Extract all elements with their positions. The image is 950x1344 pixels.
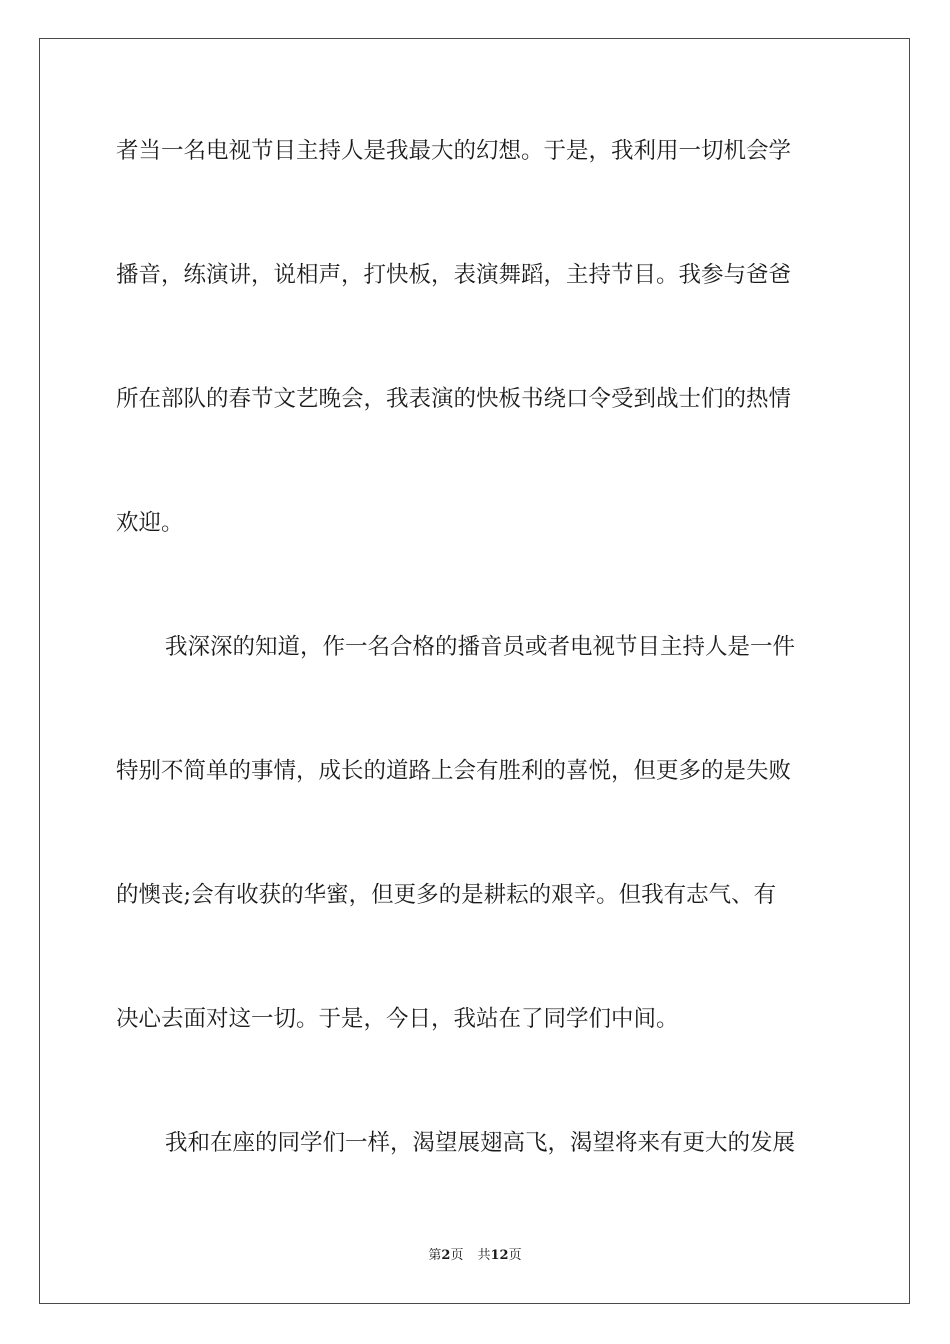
page-frame: [39, 38, 910, 1304]
total-pages-label: 共12页: [477, 1248, 522, 1263]
paragraph-line: 决心去面对这一切。于是，今日，我站在了同学们中间。: [116, 1006, 679, 1032]
paragraph-line: 我和在座的同学们一样，渴望展翅高飞，渴望将来有更大的发展: [165, 1130, 796, 1156]
page-label: 第2页: [428, 1248, 464, 1263]
page-footer: [0, 1247, 950, 1265]
paragraph-line: 播音，练演讲，说相声，打快板，表演舞蹈，主持节目。我参与爸爸: [116, 262, 792, 288]
paragraph-line: 的懊丧;会有收获的华蜜，但更多的是耕耘的艰辛。但我有志气、有: [116, 882, 777, 908]
paragraph-line: 者当一名电视节目主持人是我最大的幻想。于是，我利用一切机会学: [116, 138, 792, 164]
paragraph-line: 我深深的知道，作一名合格的播音员或者电视节目主持人是一件: [165, 634, 796, 660]
paragraph-line: 特别不简单的事情，成长的道路上会有胜利的喜悦，但更多的是失败: [116, 758, 792, 784]
paragraph-line: 欢迎。: [116, 510, 184, 536]
paragraph-line: 所在部队的春节文艺晚会，我表演的快板书绕口令受到战士们的热情: [116, 386, 792, 412]
